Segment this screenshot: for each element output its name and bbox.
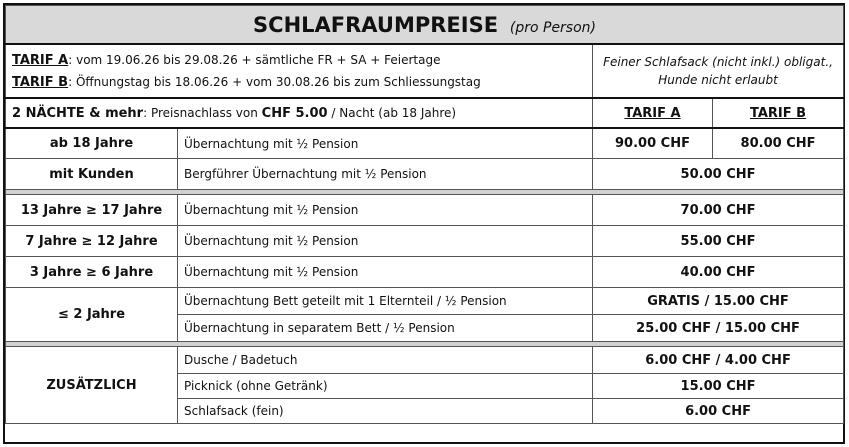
age-cell: ab 18 Jahre <box>6 128 178 159</box>
tarif-b-text: : Öffnungstag bis 18.06.26 + vom 30.08.26 bis zum Schliessungstag <box>68 74 481 89</box>
table-row <box>6 347 844 374</box>
tarif-a-label: TARIF A <box>12 52 69 68</box>
tarif-a-column-header: TARIF A <box>593 98 713 128</box>
discount-cell <box>6 98 593 128</box>
age-cell: ≤ 2 Jahre <box>6 288 178 342</box>
table-row <box>6 159 844 190</box>
discount-lead: 2 NÄCHTE & mehr <box>12 105 144 121</box>
note-dogs: Hunde nicht erlaubt <box>658 73 778 87</box>
tarif-a-row <box>6 44 844 71</box>
price-cell: 40.00 CHF <box>593 257 844 288</box>
age-cell: 3 Jahre ≥ 6 Jahre <box>6 257 178 288</box>
price-sheet <box>3 3 845 444</box>
price-cell: 6.00 CHF / 4.00 CHF <box>593 347 844 374</box>
description-cell: Übernachtung in separatem Bett / ½ Pension <box>178 315 593 342</box>
tarif-a-definition <box>6 44 593 71</box>
table-row <box>6 226 844 257</box>
page-title: SCHLAFRAUMPREISE <box>253 12 499 37</box>
tarif-b-label: TARIF B <box>12 74 69 90</box>
price-table <box>5 5 844 424</box>
age-cell: 13 Jahre ≥ 17 Jahre <box>6 195 178 226</box>
page-subtitle: (pro Person) <box>509 19 597 36</box>
notes-cell <box>593 44 844 98</box>
tarif-b-column-header: TARIF B <box>713 98 844 128</box>
discount-amount: CHF 5.00 <box>261 105 328 121</box>
note-sleeping-bag: Feiner Schlafsack (nicht inkl.) obligat., <box>603 55 833 69</box>
price-cell: 6.00 CHF <box>593 399 844 424</box>
discount-text-post: / Nacht (ab 18 Jahre) <box>327 105 457 120</box>
title-row <box>6 6 844 45</box>
title-cell <box>6 6 844 45</box>
table-row <box>6 128 844 159</box>
tarif-a-text: : vom 19.06.26 bis 29.08.26 + sämtliche FR + SA + Feiertage <box>68 52 441 67</box>
age-cell: 7 Jahre ≥ 12 Jahre <box>6 226 178 257</box>
price-tarif-b: 80.00 CHF <box>713 128 844 159</box>
price-cell: 25.00 CHF / 15.00 CHF <box>593 315 844 342</box>
description-cell: Übernachtung mit ½ Pension <box>178 257 593 288</box>
price-cell: 15.00 CHF <box>593 374 844 399</box>
table-row <box>6 195 844 226</box>
description-cell: Übernachtung mit ½ Pension <box>178 128 593 159</box>
price-tarif-a: 90.00 CHF <box>593 128 713 159</box>
tarif-b-definition <box>6 71 593 98</box>
description-cell: Übernachtung mit ½ Pension <box>178 195 593 226</box>
description-cell: Übernachtung Bett geteilt mit 1 Elternteil / ½ Pension <box>178 288 593 315</box>
price-cell: 50.00 CHF <box>593 159 844 190</box>
discount-row <box>6 98 844 128</box>
price-cell: 70.00 CHF <box>593 195 844 226</box>
description-cell: Übernachtung mit ½ Pension <box>178 226 593 257</box>
extras-label: ZUSÄTZLICH <box>6 347 178 424</box>
age-cell: mit Kunden <box>6 159 178 190</box>
price-cell: GRATIS / 15.00 CHF <box>593 288 844 315</box>
discount-text-pre: : Preisnachlass von <box>143 105 262 120</box>
description-cell: Picknick (ohne Getränk) <box>178 374 593 399</box>
description-cell: Bergführer Übernachtung mit ½ Pension <box>178 159 593 190</box>
description-cell: Dusche / Badetuch <box>178 347 593 374</box>
table-row <box>6 257 844 288</box>
description-cell: Schlafsack (fein) <box>178 399 593 424</box>
table-row <box>6 288 844 315</box>
price-cell: 55.00 CHF <box>593 226 844 257</box>
